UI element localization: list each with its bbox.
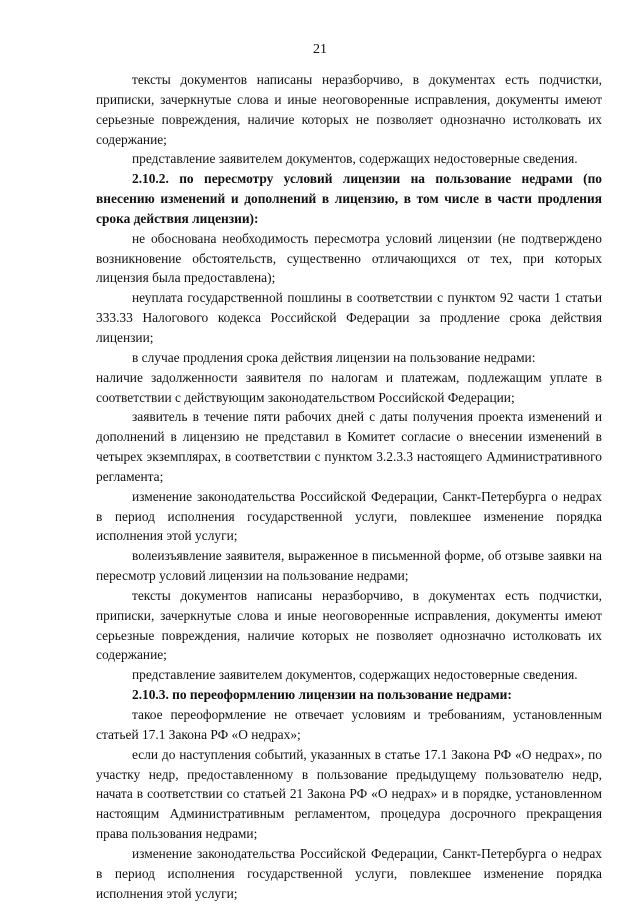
section-heading: 2.10.3. по переоформлению лицензии на пользование недрами: [132, 687, 512, 703]
paragraph: представление заявителем документов, содержащих недостоверные сведения. [132, 151, 578, 167]
paragraph: такое переоформление не отвечает условиям и требованиям, установленным статьей 17.1 Закона РФ «О недрах»; [96, 707, 602, 742]
paragraph: в случае продления срока действия лицензии на пользование недрами: [132, 349, 536, 365]
paragraph: изменение законодательства Российской Федерации, Санкт-Петербурга о недрах в период исполнения государственной услуги, повлекшее изменение порядка исполнения этой услуги; [96, 845, 602, 901]
paragraph: тексты документов написаны неразборчиво, в документах есть подчистки, приписки, зачеркнутые слова и иные неоговоренные исправления, документы имеют серьезные повреждения, наличие которых не позволяет однозначно истолковать их содержание; [96, 587, 602, 663]
paragraph: неуплата государственной пошлины в соответствии с пунктом 92 части 1 статьи 333.33 Налогового кодекса Российской Федерации за продление срока действия лицензии; [96, 290, 602, 345]
paragraph: заявитель в течение пяти рабочих дней с даты получения проекта изменений и дополнений в лицензию не представил в Комитет согласие о внесении изменений в четырех экземплярах, в соответствии с пунктом 3.2.3.3 настоящего Административного регламента; [96, 409, 602, 484]
document-body [96, 70, 602, 903]
paragraph: изменение законодательства Российской Федерации, Санкт-Петербурга о недрах в период исполнения государственной услуги, повлекшее изменение порядка исполнения этой услуги; [96, 488, 602, 544]
paragraph: представление заявителем документов, содержащих недостоверные сведения. [132, 667, 578, 683]
paragraph: не обоснована необходимость пересмотра условий лицензии (не подтверждено возникновение обстоятельств, существенно отличающихся от тех, при которых лицензия была предоставлена); [96, 230, 602, 286]
paragraph: наличие задолженности заявителя по налогам и платежам, подлежащим уплате в соответствии с действующим законодательством Российской Федерации; [96, 369, 602, 405]
paragraph: если до наступления событий, указанных в статье 17.1 Закона РФ «О недрах», по участку недр, предоставленному в пользование предыдущему пользователю недр, начата в соответствии со статьей 21 Закона РФ «О недрах» и в порядке, установленном настоящим Административным регламентом, процедура досрочного прекращения права пользования недрами; [96, 746, 602, 842]
paragraph: тексты документов написаны неразборчиво, в документах есть подчистки, приписки, зачеркнутые слова и иные неоговоренные исправления, документы имеют серьезные повреждения, наличие которых не позволяет однозначно истолковать их содержание; [96, 72, 602, 147]
page-number: 21 [313, 42, 327, 57]
section-heading: 2.10.2. по пересмотру условий лицензии на пользование недрами (по внесению изменений и дополнений в лицензию, в том числе в части продления срока действия лицензии): [96, 171, 602, 226]
paragraph: волеизъявление заявителя, выраженное в письменной форме, об отзыве заявки на пересмотр условий лицензии на пользование недрами; [96, 548, 602, 584]
